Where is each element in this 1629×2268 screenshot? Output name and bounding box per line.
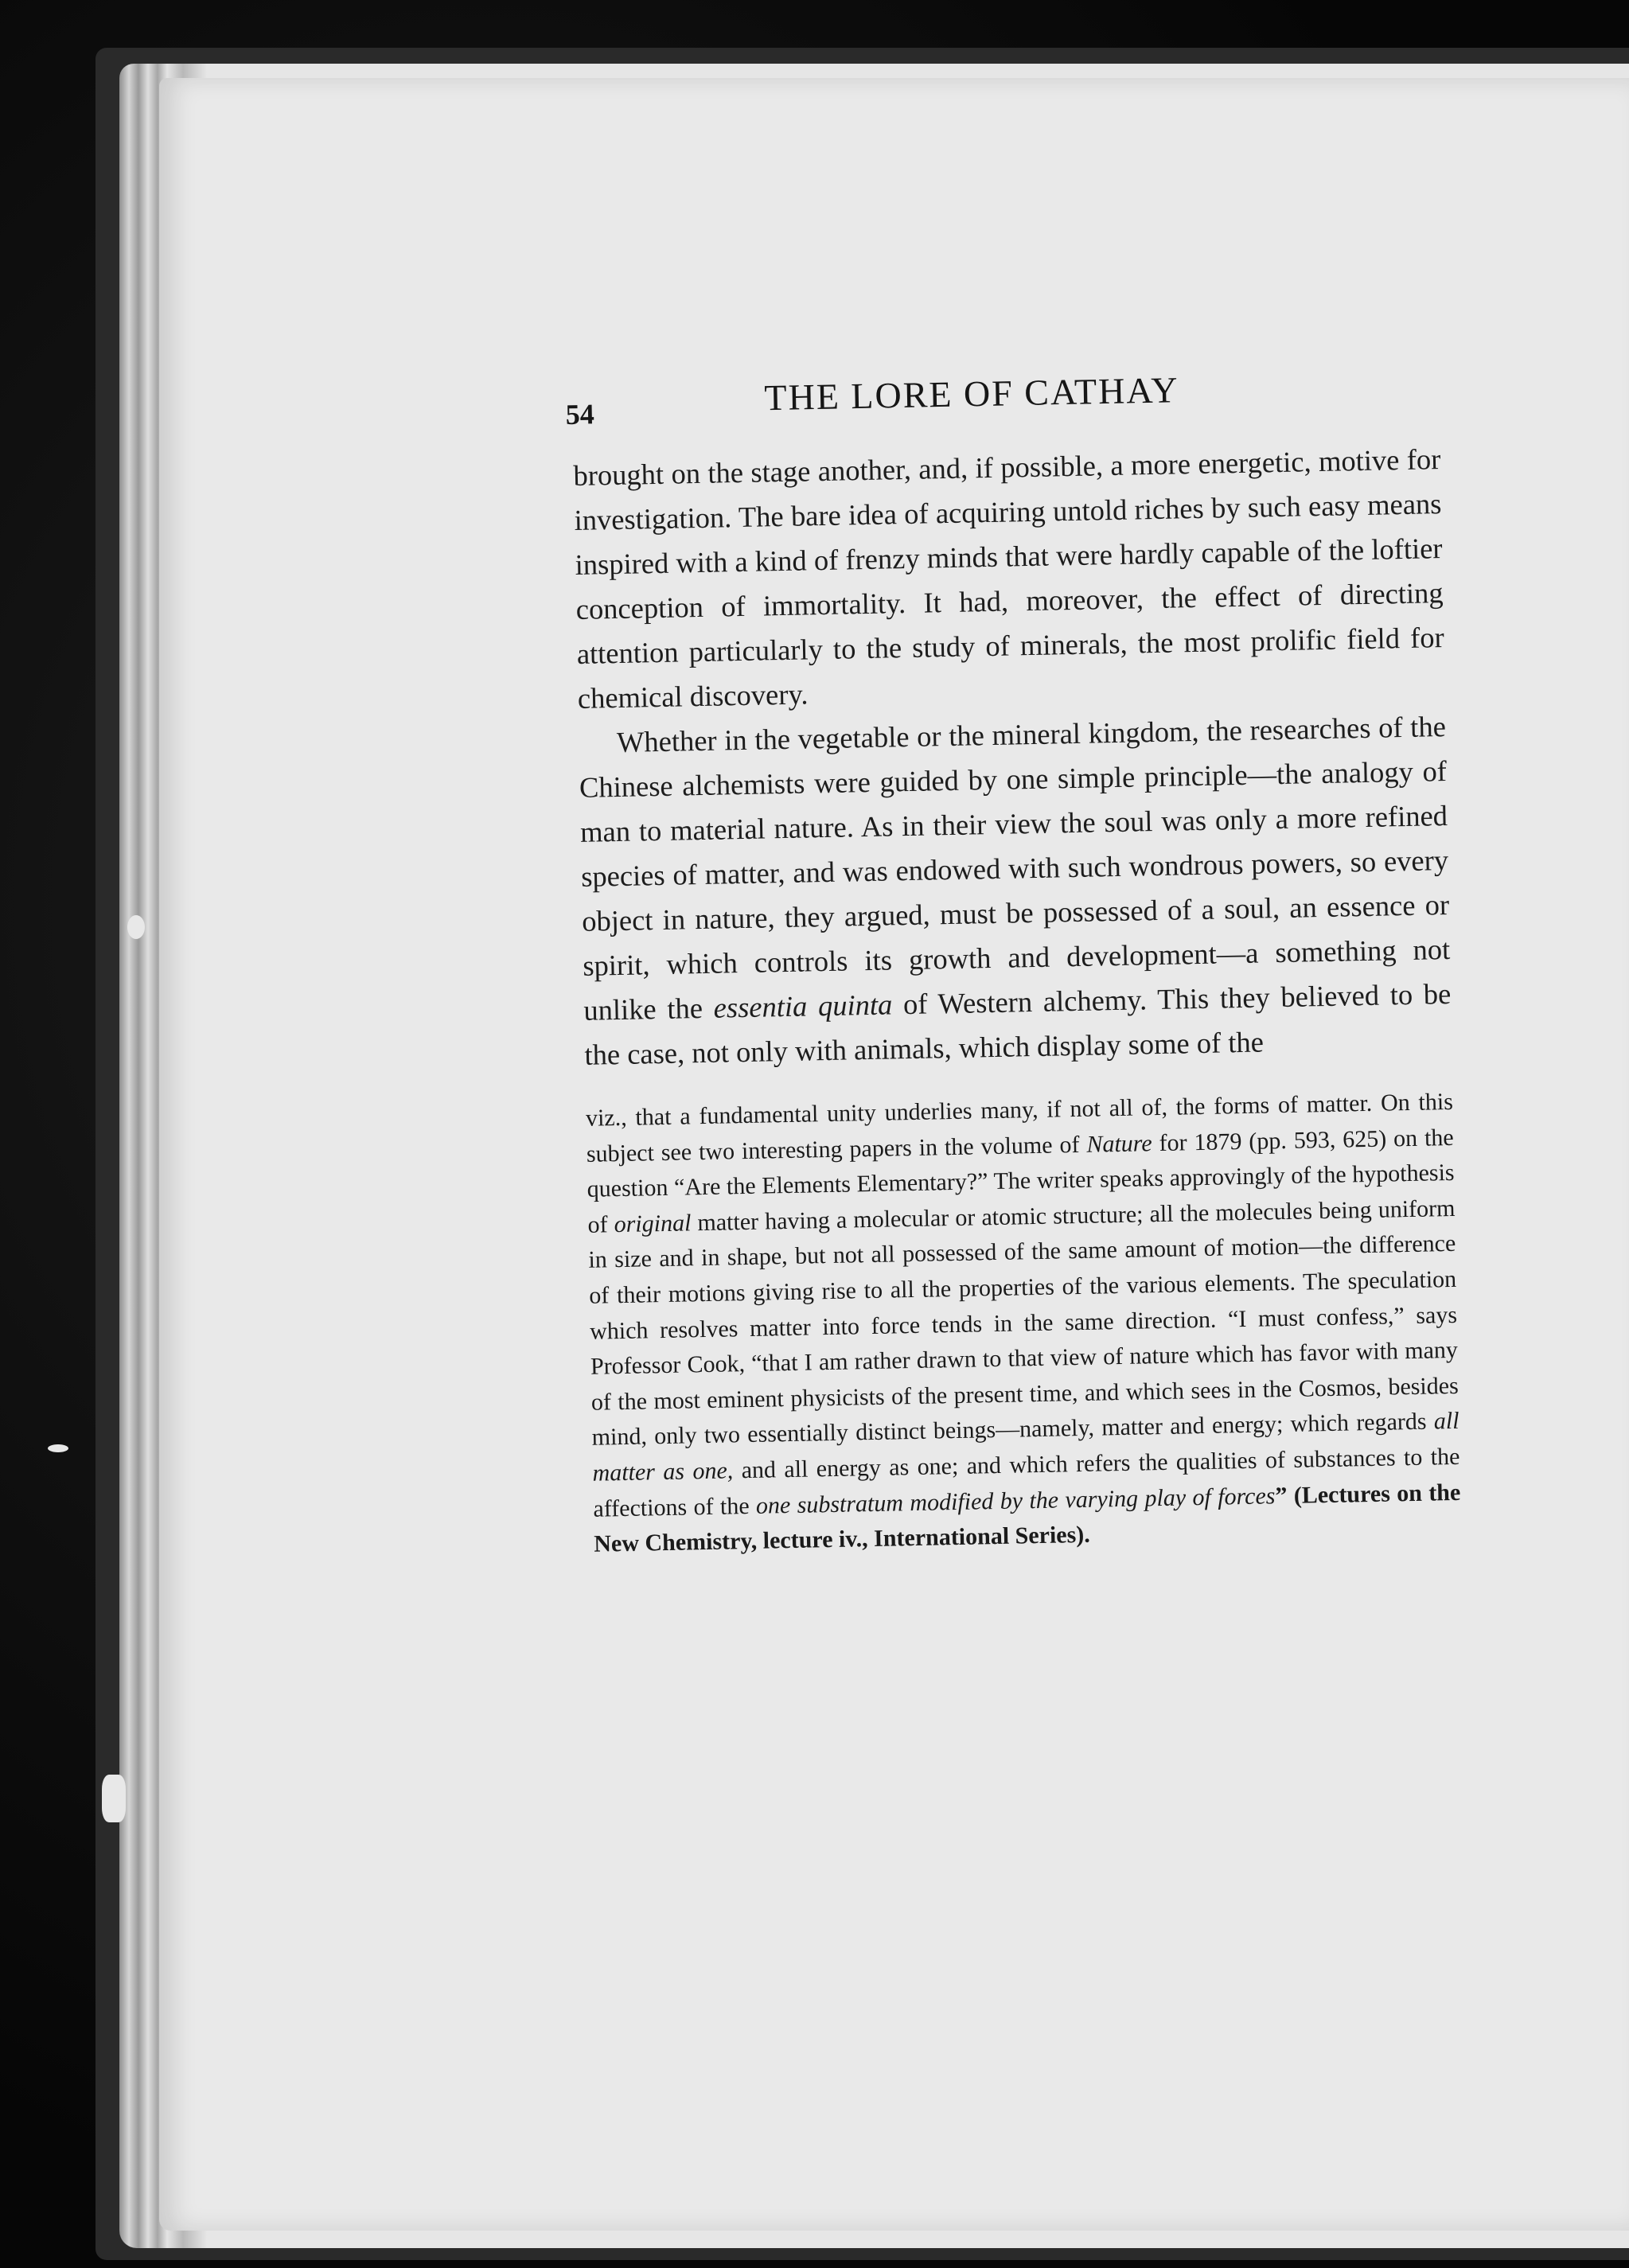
italic-term: all matter as one, [592, 1408, 1459, 1487]
footnote-text: and all energy as one; and which refers the qualities of substances to the affections of the [593, 1443, 1460, 1522]
body-text [573, 437, 1452, 1077]
running-title: THE LORE OF CATHAY [763, 369, 1180, 419]
italic-term: Nature [1086, 1129, 1152, 1158]
scan-speck [102, 1775, 126, 1822]
italic-term: one substratum modified by the varying play of forces [755, 1482, 1276, 1519]
page-number: 54 [565, 398, 595, 431]
scan-speck [48, 1444, 68, 1452]
footnote-text: for 1879 (pp. 593, 625) on the question “Are the Elements Elementary?” The writer speaks approvingly of the hypothesis of [587, 1124, 1455, 1238]
page-text-block [573, 437, 1462, 1562]
paragraph [573, 437, 1445, 721]
italic-term: original [614, 1210, 692, 1237]
footnote-text: matter having a molecular or atomic structure; all the molecules being uniform in size and in shape, but not all possessed of the same amount of motion—the difference of their motions giving rise to all the properties of the various elements. The speculation which resolves matter into force tends in the same direction. “I must confess,” says Professor Cook, “that I am rather drawn to that view of nature which has favor with many of the most eminent physicists of the present time, and which sees in the Cosmos, besides mind, only two essentially distinct beings—namely, matter and energy; which regards [588, 1194, 1459, 1452]
footnote-citation: ” (Lectures on the New Chemistry, lecture iv., International Series). [593, 1479, 1461, 1557]
footnote-text: viz., that a fundamental unity underlies many, if not all of, the forms of matter. On this subject see two interesting papers in the volume of [585, 1088, 1454, 1167]
paragraph-text: brought on the stage another, and, if possible, a more energetic, motive for investigation. The bare idea of acquiring untold riches by such easy means inspired with a kind of frenzy minds that were hardly capable of the loftier conception of immortality. It had, moreover, the effect of directing attention particularly to the study of minerals, the most prolific field for chemical discovery. [573, 442, 1445, 715]
paragraph-text: of Western alchemy. This they believed to be the case, not only with animals, which display some of the [584, 976, 1452, 1071]
scan-speck [127, 915, 145, 939]
paragraph [578, 704, 1452, 1077]
footnote [586, 1085, 1462, 1563]
paragraph-text: Whether in the vegetable or the mineral kingdom, the researches of the Chinese alchemists were guided by one simple principle—the analogy of man to material nature. As in their view the soul was only a more refined species of matter, and was endowed with such wondrous powers, so every object in nature, they argued, must be possessed of a soul, an essence or spirit, which controls its growth and development—a something not unlike the [579, 710, 1451, 1027]
italic-term: essentia quinta [713, 988, 893, 1024]
